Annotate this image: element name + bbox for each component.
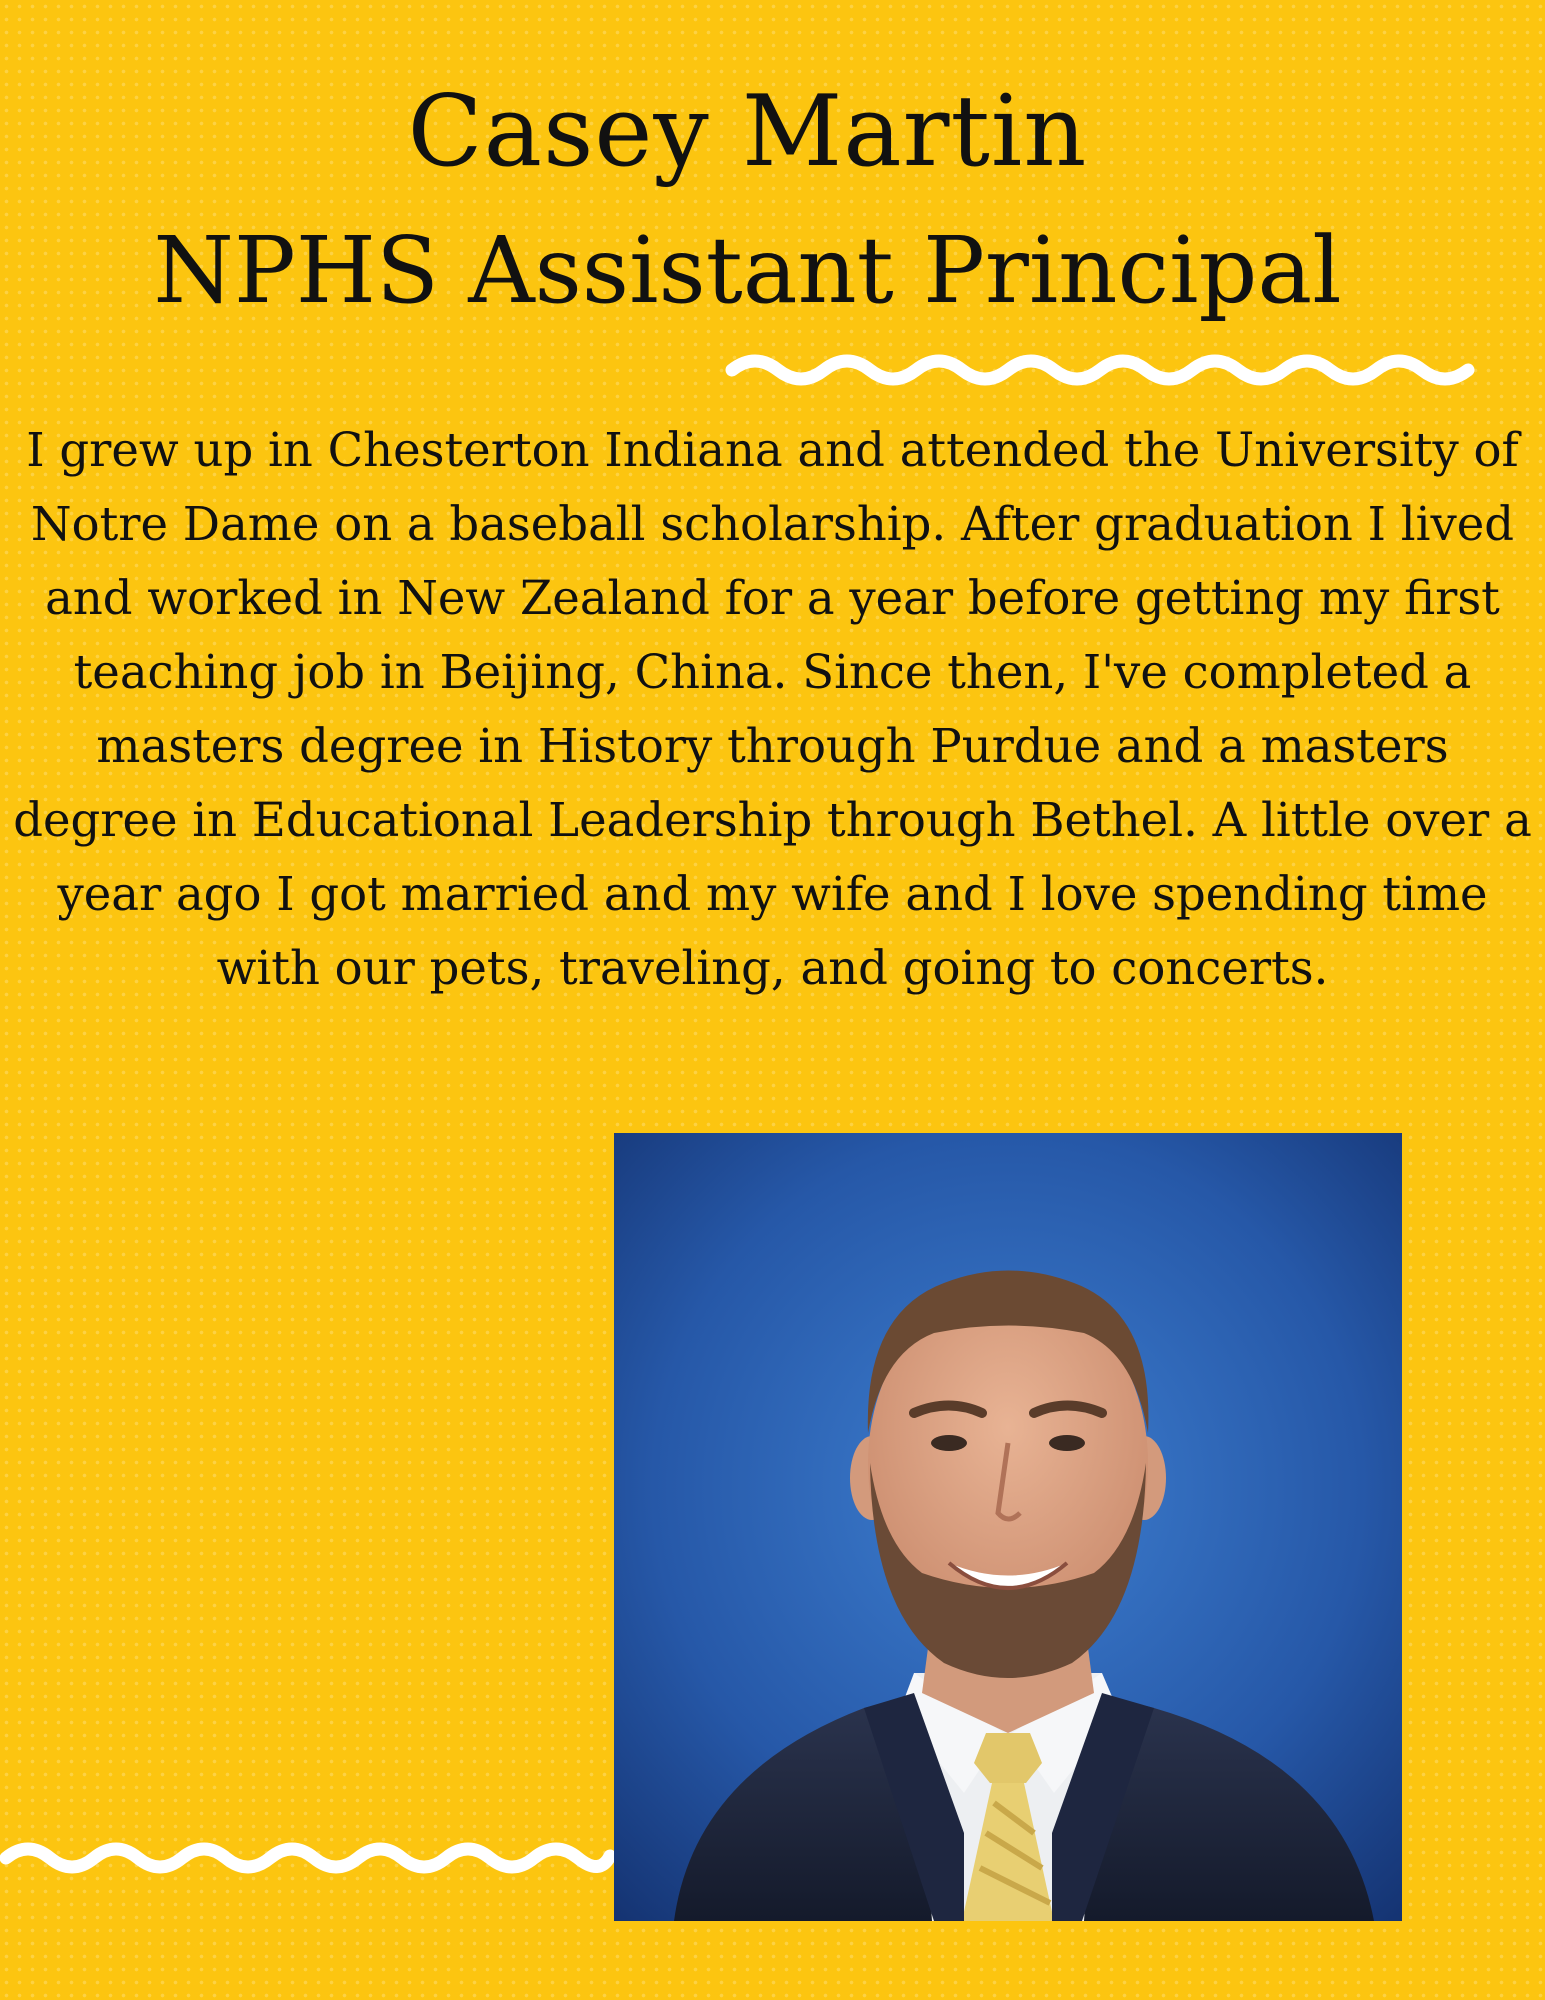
- bio-paragraph: I grew up in Chesterton Indiana and attended the University of Notre Dame on a baseball scholarship. After graduation I lived and worked in New Zealand for a year before getting my first teaching job in Beijing, China. Since then, I've completed a masters degree in History through Purdue and a masters degree in Educational Leadership through Bethel. A little over a year ago I got married and my wife and I love spending time with our pets, traveling, and going to concerts.: [13, 423, 1532, 995]
- person-name: Casey Martin: [407, 75, 1088, 189]
- person-title: NPHS Assistant Principal: [153, 217, 1342, 324]
- portrait-photo: [614, 1133, 1402, 1921]
- bottom-squiggle-decoration: [0, 1838, 616, 1878]
- top-squiggle-decoration: [720, 350, 1480, 390]
- title-block: [0, 70, 1545, 330]
- portrait-illustration: [614, 1133, 1402, 1921]
